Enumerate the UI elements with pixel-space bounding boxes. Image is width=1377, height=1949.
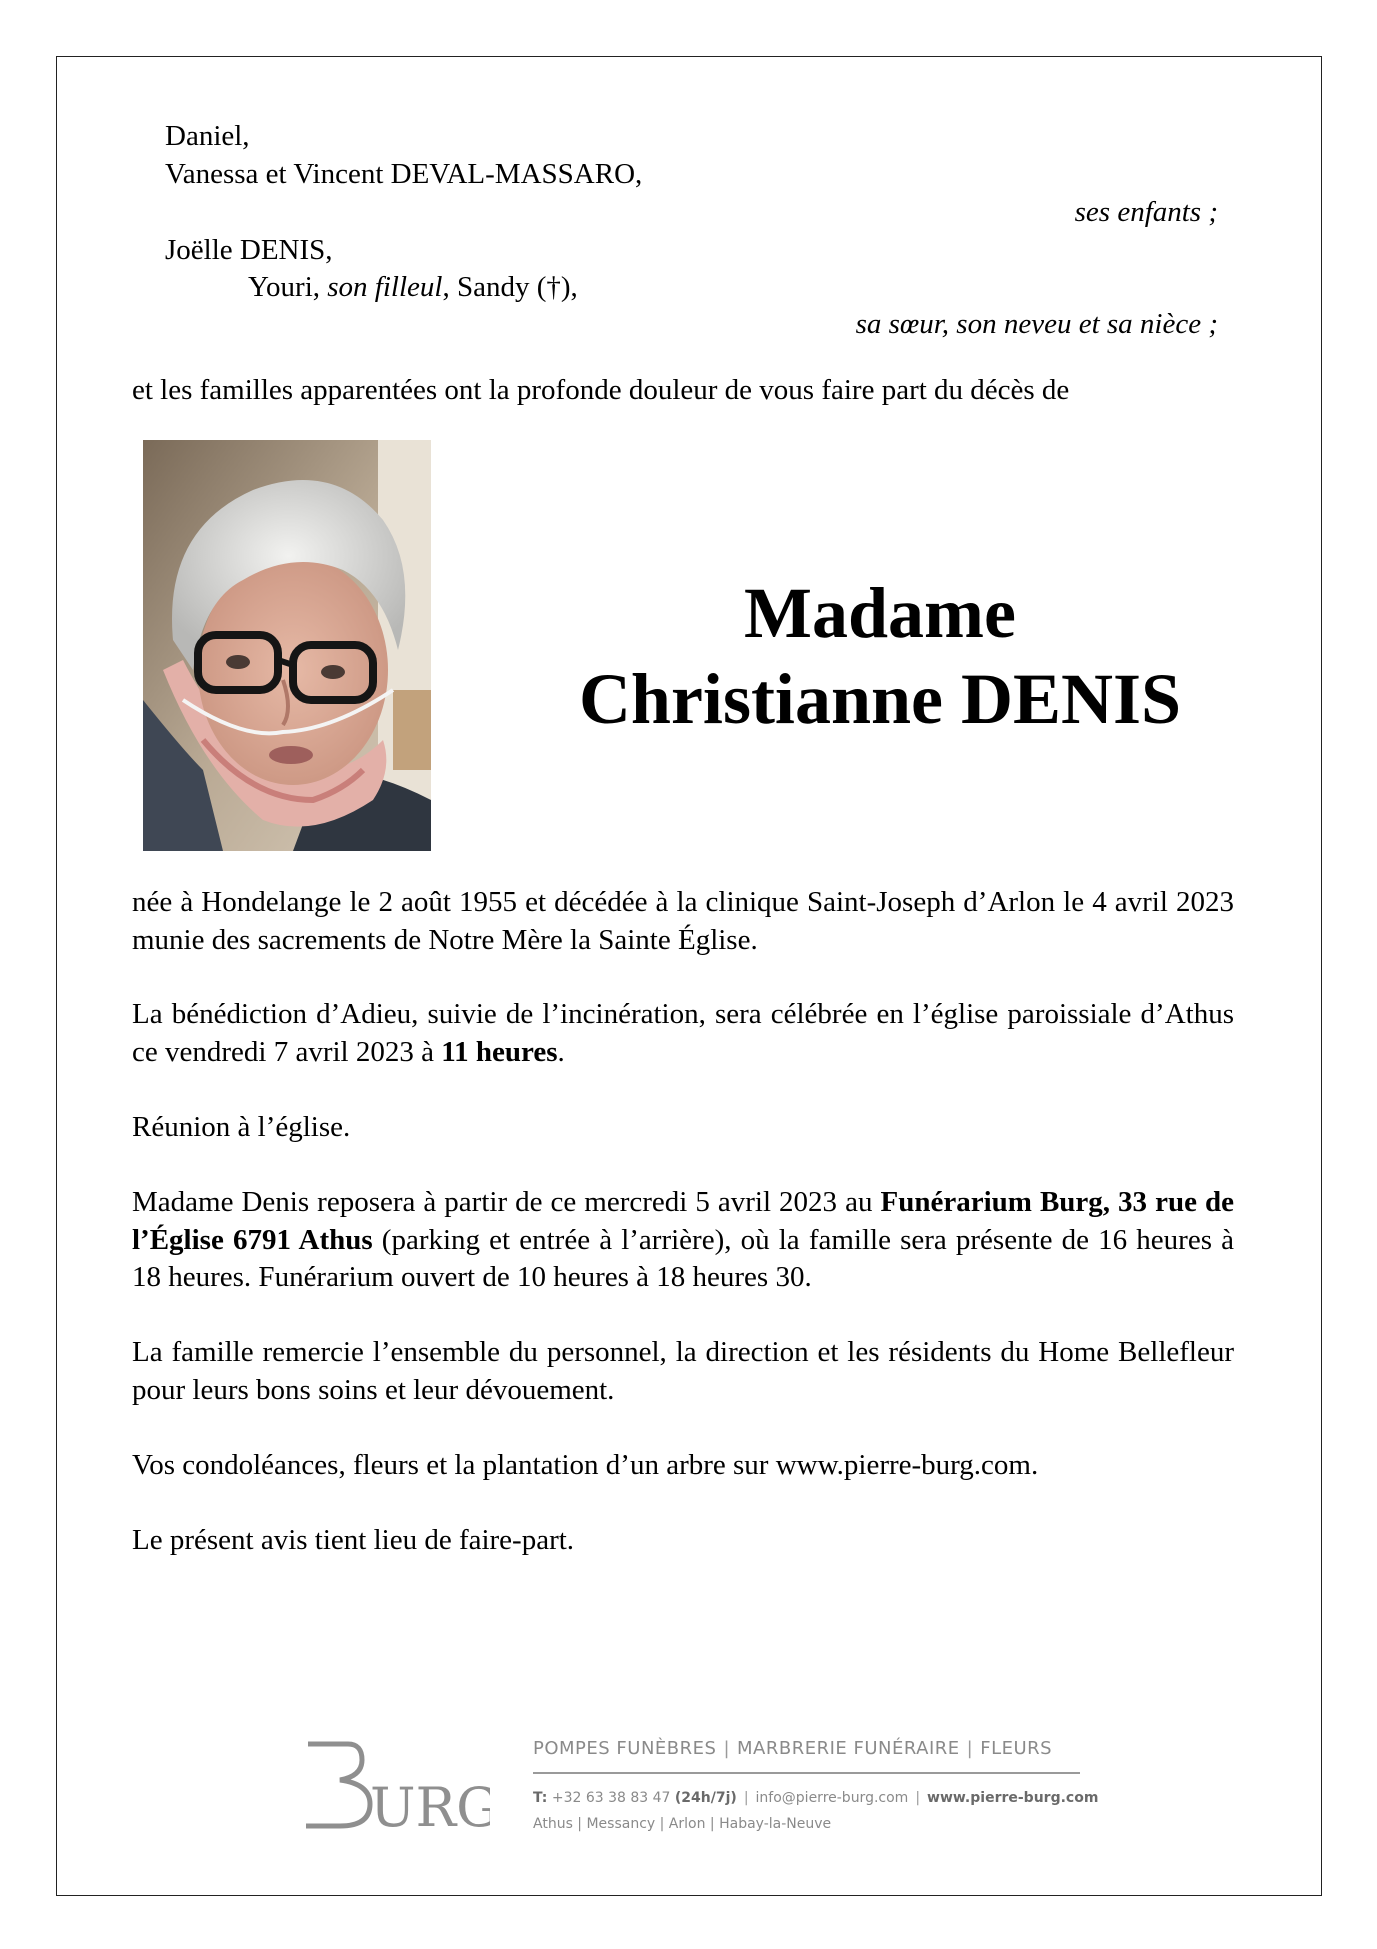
ceremony-time: 11 heures xyxy=(441,1035,558,1068)
deceased-title: Madame xyxy=(744,573,1016,653)
family-line-4-name: Youri, xyxy=(248,271,328,303)
ceremony-paragraph xyxy=(132,996,1234,1071)
family-line-1: Daniel, xyxy=(165,120,250,152)
viewing-paragraph xyxy=(132,1184,1234,1297)
phone-note: (24h/7j) xyxy=(674,1790,737,1806)
portrait-photo xyxy=(143,440,431,851)
ceremony-text: La bénédiction d’Adieu, suivie de l’incinération, sera célébrée en l’église paroissiale d’Athus ce vendredi 7 avril 2023 à xyxy=(132,998,1234,1068)
phone-number[interactable]: +32 63 38 83 47 xyxy=(551,1790,671,1806)
notice-paragraph: Le présent avis tient lieu de faire-part. xyxy=(132,1524,575,1556)
family-line-4-rest: , Sandy (†), xyxy=(442,271,578,303)
burg-logo xyxy=(300,1738,490,1833)
logo-text: URG xyxy=(370,1776,490,1833)
family-line-2: Vanessa et Vincent DEVAL-MASSARO, xyxy=(165,158,643,190)
locations-line: Athus | Messancy | Arlon | Habay-la-Neuve xyxy=(533,1816,832,1832)
service-masonry: MARBRERIE FUNÉRAIRE xyxy=(737,1738,960,1759)
thanks-paragraph: La famille remercie l’ensemble du personnel, la direction et les résidents du Home Bellefleur pour leurs bons soins et leur dévouement. xyxy=(132,1336,1234,1406)
viewing-text: Madame Denis reposera à partir de ce mercredi 5 avril 2023 au xyxy=(132,1186,881,1218)
services-line: POMPES FUNÈBRES | MARBRERIE FUNÉRAIRE | FLEURS xyxy=(533,1738,1053,1759)
contact-line: T: +32 63 38 83 47 (24h/7j) | info@pierre-burg.com | www.pierre-burg.com xyxy=(533,1790,1099,1806)
funeral-home-address: Funérarium Burg, 33 rue de l’Église 6791 Athus xyxy=(132,1186,1234,1256)
family-line-4-role: son filleul xyxy=(327,271,443,303)
birth-death-paragraph: née à Hondelange le 2 août 1955 et décédée à la clinique Saint-Joseph d’Arlon le 4 avril 2023 munie des sacrements de Notre Mère la Sainte Église. xyxy=(132,886,1234,956)
viewing-hours: (parking et entrée à l’arrière), où la famille sera présente de 16 heures à 18 heures. Funérarium ouvert de 10 heures à 18 heures 30. xyxy=(132,1223,1234,1293)
family-role-siblings: sa sœur, son neveu et sa nièce ; xyxy=(855,308,1218,340)
footer-divider xyxy=(533,1772,1080,1774)
family-role-children: ses enfants ; xyxy=(1074,196,1218,228)
family-line-3: Joëlle DENIS, xyxy=(165,234,333,266)
condolences-paragraph: Vos condoléances, fleurs et la plantation d’un arbre sur www.pierre-burg.com. xyxy=(132,1449,1039,1481)
website-link[interactable]: www.pierre-burg.com xyxy=(927,1790,1099,1806)
family-line-4 xyxy=(248,269,578,305)
phone-label: T: xyxy=(533,1790,548,1806)
email-link[interactable]: info@pierre-burg.com xyxy=(755,1790,909,1806)
ceremony-end: . xyxy=(557,1035,565,1068)
deceased-name: Christianne DENIS xyxy=(578,659,1182,739)
service-flowers: FLEURS xyxy=(980,1738,1053,1759)
meeting-paragraph: Réunion à l’église. xyxy=(132,1111,351,1143)
intro-text: et les familles apparentées ont la profonde douleur de vous faire part du décès de xyxy=(132,374,1070,406)
service-funeral: POMPES FUNÈBRES xyxy=(533,1738,717,1759)
